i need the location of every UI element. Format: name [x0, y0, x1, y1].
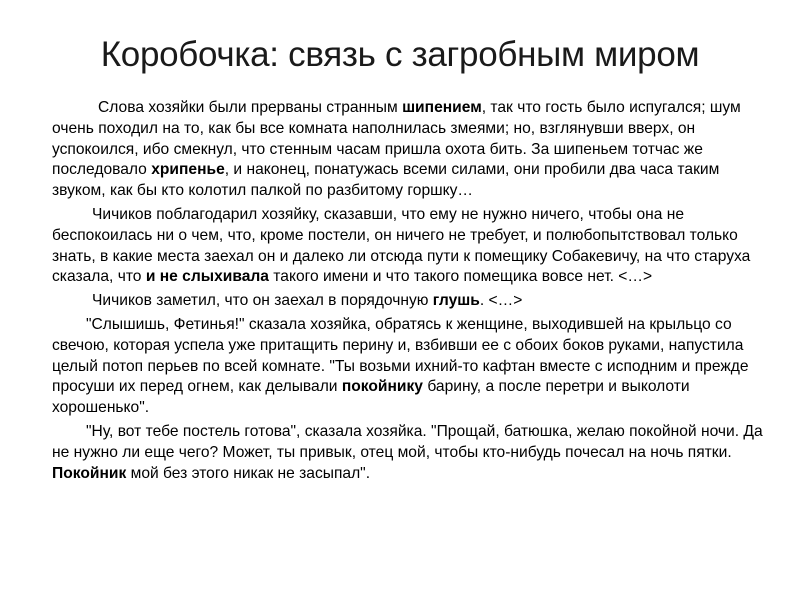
paragraph [52, 291, 764, 312]
emphasized-word: хрипенье [151, 161, 225, 179]
text-run: , так что гость было испугался; шум очень походил на то, как бы все комната наполнилась змеями; но, взглянувши вверх, он успокоился, ибо смекнул, что стенным часам пришла охота бить. За шипеньем тотчас же последовало [52, 99, 741, 179]
text-run: . <…> [479, 292, 523, 310]
slide-title: Коробочка: связь с загробным миром [100, 35, 700, 74]
text-run: такого имени и что такого помещика вовсе нет. <…> [268, 268, 653, 286]
paragraph [52, 315, 764, 419]
emphasized-word: и не слыхивала [145, 268, 269, 286]
text-run: Чичиков заметил, что он заехал в порядочную [92, 292, 433, 310]
text-run: "Слышишь, Фетинья!" сказала хозяйка, обратясь к женщине, выходившей на крыльцо со свечою, которая успела уже притащить перину и, взбивши ее с обоих боков руками, напустила целый потоп перьев по всей комнате. "Ты возьми ихний-то кафтан вместе с исподним и прежде просуши их перед огнем, как делывали [52, 315, 749, 396]
emphasized-word: шипением [402, 99, 482, 116]
text-run: барину, а после перетри и выколоти хорошенько". [52, 378, 690, 417]
text-run: Чичиков поблагодарил хозяйку, сказавши, что ему не нужно ничего, чтобы она не беспокоилась ни о чем, что, кроме постели, он ничего не требует, и полюбопытствовал только знать, в какие места заехал он и далеко ли отсюда пути к помещику Собакевичу, на что старуха сказала, что [52, 205, 751, 286]
paragraph [52, 422, 764, 484]
paragraph [52, 98, 764, 202]
emphasized-word: глушь [432, 292, 480, 310]
text-run: мой без этого никак не засыпал". [126, 464, 371, 482]
text-run: , и наконец, понатужась всеми силами, они пробили два часа таким звуком, как бы кто колотил палкой по разбитому горшку… [52, 161, 720, 200]
emphasized-word: покойнику [341, 378, 423, 396]
text-run: "Ну, вот тебе постель готова", сказала хозяйка. "Прощай, батюшка, желаю покойной ночи. Да не нужно ли еще чего? Может, ты привык, отец мой, чтобы кто-нибудь почесал на ночь пятки. [52, 422, 763, 461]
slide-body [52, 98, 764, 487]
text-run: Слова хозяйки были прерваны странным [98, 99, 403, 116]
paragraph [52, 205, 764, 288]
emphasized-word: Покойник [52, 464, 127, 482]
